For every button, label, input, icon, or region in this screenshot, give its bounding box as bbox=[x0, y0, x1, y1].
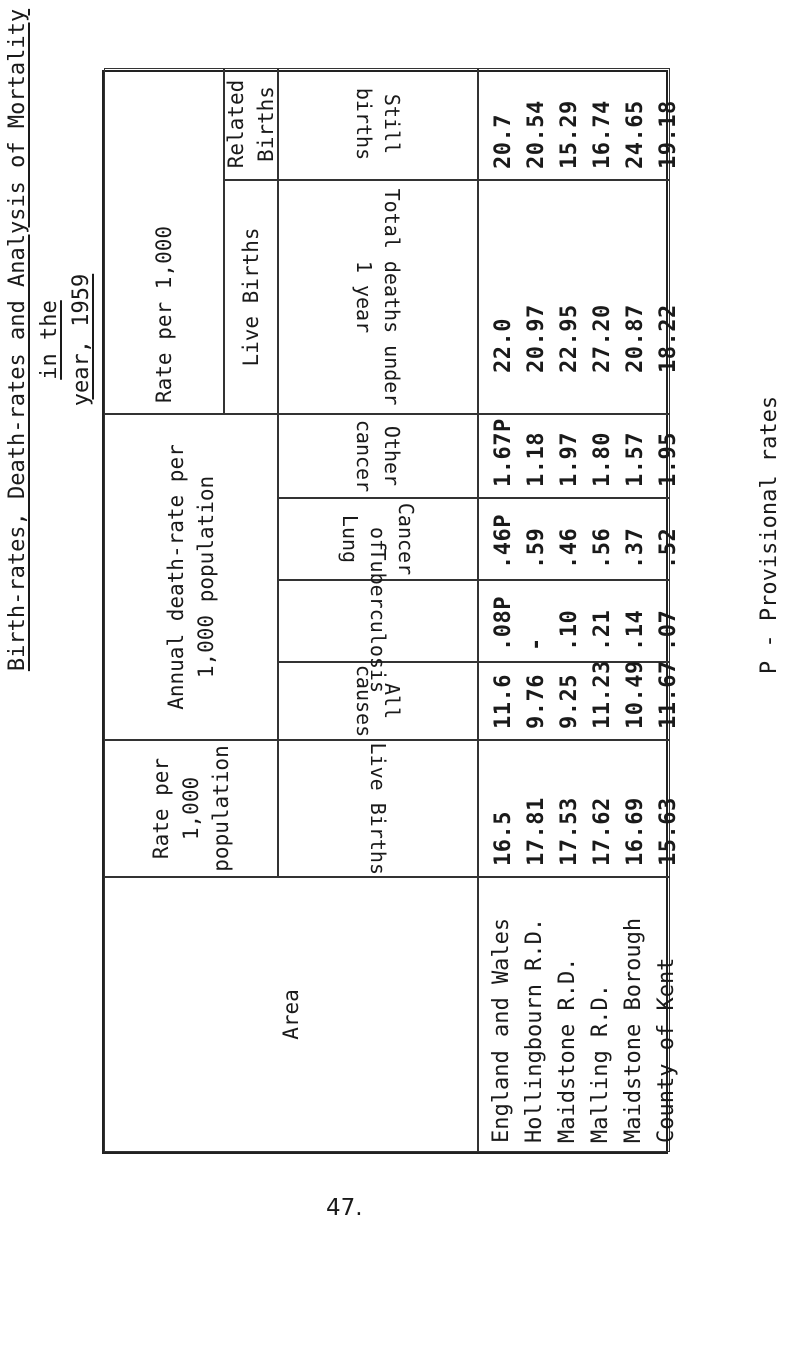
area-list bbox=[478, 877, 679, 1152]
table-cell: 11.6 bbox=[491, 674, 516, 729]
area-name: England and Wales bbox=[489, 917, 514, 1143]
still-birth-rate-values bbox=[478, 68, 681, 180]
table-cell: .14 bbox=[623, 609, 648, 651]
tuberculosis-header: Tuberculosis bbox=[278, 580, 478, 662]
page-title bbox=[2, 0, 98, 680]
birth-rate-group-header: Rate per 1,000 population bbox=[104, 740, 278, 877]
area-name: Hollingbourn R.D. bbox=[522, 917, 547, 1143]
table-cell: 16.5 bbox=[491, 811, 516, 866]
table-cell: 1.95 bbox=[656, 432, 681, 487]
table-cell: 22.0 bbox=[491, 318, 516, 373]
live-birth-rate-values bbox=[478, 740, 681, 877]
table-cell: 1.97 bbox=[557, 432, 582, 487]
table-cell: .21 bbox=[590, 609, 615, 651]
provisional-footnote: P - Provisional rates bbox=[757, 395, 782, 675]
live-births-header: Live Births bbox=[278, 740, 478, 877]
table-cell: 22.95 bbox=[557, 304, 582, 373]
title-line-1: Birth-rates, Death-rates and Analysis of Mortality in the bbox=[5, 8, 62, 672]
table-cell: .46P bbox=[491, 514, 516, 569]
table-cell: 24.65 bbox=[623, 100, 648, 169]
table-cell: .46 bbox=[557, 527, 582, 569]
table-cell: 18.22 bbox=[656, 304, 681, 373]
table-cell: 1.57 bbox=[623, 432, 648, 487]
table-cell: .08P bbox=[491, 596, 516, 651]
table-cell: 11.23 bbox=[590, 660, 615, 729]
related-births-col-header: Related Births bbox=[224, 68, 278, 180]
all-causes-header: All causes bbox=[278, 662, 478, 740]
table-cell: 16.74 bbox=[590, 100, 615, 169]
still-births-header: Still births bbox=[278, 68, 478, 180]
table-cell: 17.53 bbox=[557, 797, 582, 866]
cancer-of-lung-header: Cancer of Lung bbox=[278, 498, 478, 580]
table-cell: .52 bbox=[656, 527, 681, 569]
table-cell: 17.81 bbox=[524, 797, 549, 866]
table-cell: 16.69 bbox=[623, 797, 648, 866]
table-cell: 11.67 bbox=[656, 660, 681, 729]
all-causes-values bbox=[478, 660, 681, 740]
table-cell: 1.67P bbox=[491, 418, 516, 487]
table-cell: 9.76 bbox=[524, 674, 549, 729]
table-cell: 20.7 bbox=[491, 114, 516, 169]
mortality-table bbox=[102, 70, 681, 1154]
table-cell: 20.97 bbox=[524, 304, 549, 373]
table-cell: .56 bbox=[590, 527, 615, 569]
table-cell: 15.63 bbox=[656, 797, 681, 866]
cancer-of-lung-values bbox=[478, 498, 681, 580]
table-cell: 10.49 bbox=[623, 660, 648, 729]
table-cell: 27.20 bbox=[590, 304, 615, 373]
live-births-col-header: Live Births bbox=[224, 180, 278, 414]
tuberculosis-values bbox=[478, 580, 681, 662]
other-cancer-header: Other cancer bbox=[278, 414, 478, 498]
area-name: County of Kent bbox=[654, 957, 679, 1143]
table-cell: .07 bbox=[656, 609, 681, 651]
table-cell: 17.62 bbox=[590, 797, 615, 866]
infant-death-rate-values bbox=[478, 180, 681, 414]
table-cell: .10 bbox=[557, 609, 582, 651]
other-cancer-values bbox=[478, 414, 681, 498]
title-line-2: year, 1959 bbox=[69, 273, 94, 407]
area-header: Area bbox=[104, 877, 478, 1152]
table-cell: 20.87 bbox=[623, 304, 648, 373]
table-cell: 19.18 bbox=[656, 100, 681, 169]
table-cell: - bbox=[524, 637, 549, 651]
table-cell: 15.29 bbox=[557, 100, 582, 169]
table-cell: 20.54 bbox=[524, 100, 549, 169]
table-cell: 1.80 bbox=[590, 432, 615, 487]
table-cell: .37 bbox=[623, 527, 648, 569]
rate-per-1000-header: Rate per 1,000 bbox=[104, 68, 224, 414]
area-name: Maidstone R.D. bbox=[555, 957, 580, 1143]
total-deaths-under-1-header: Total deaths under 1 year bbox=[278, 180, 478, 414]
table-cell: 9.25 bbox=[557, 674, 582, 729]
area-name: Malling R.D. bbox=[588, 984, 613, 1143]
table-cell: .59 bbox=[524, 527, 549, 569]
table-cell: 1.18 bbox=[524, 432, 549, 487]
area-name: Maidstone Borough bbox=[621, 917, 646, 1143]
death-rate-group-header: Annual death-rate per 1,000 population bbox=[104, 414, 278, 740]
page-number: 47. bbox=[326, 1195, 363, 1221]
